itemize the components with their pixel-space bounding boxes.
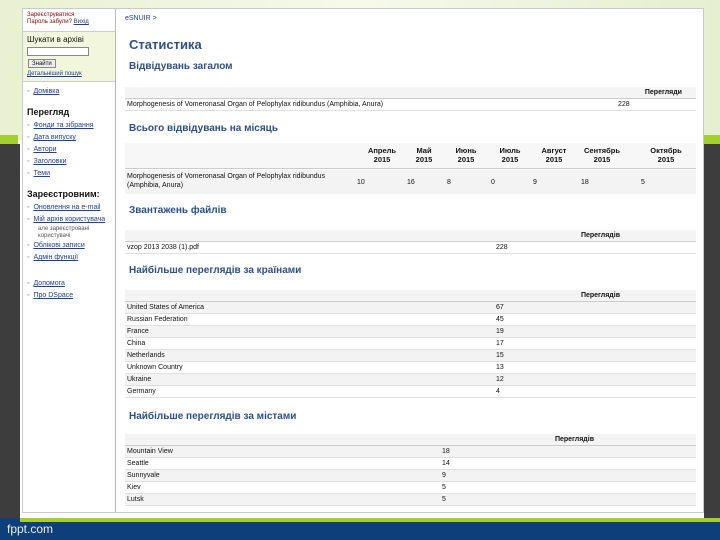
table-row: [125, 314, 696, 326]
file-name: vzop 2013 2038 (1).pdf: [127, 244, 199, 251]
month-value: 10: [357, 179, 365, 186]
bullet-icon: ◦: [27, 134, 30, 141]
sidebar-item-admin[interactable]: [23, 252, 115, 264]
country-name: Unknown Country: [127, 364, 183, 371]
sidebar-item-date[interactable]: [23, 132, 115, 144]
sidebar-item-titles[interactable]: [23, 156, 115, 168]
sidebar-item-label[interactable]: Облікові записи: [33, 242, 85, 249]
country-count: 67: [496, 304, 504, 311]
sidebar-header: [23, 9, 115, 29]
logout-link[interactable]: Вихід: [73, 19, 89, 25]
country-name: France: [127, 328, 149, 335]
section-title-countries: Найбільше переглядів за країнами: [129, 265, 302, 276]
browse-section-title: Перегляд: [27, 107, 70, 117]
table-row: [125, 170, 696, 194]
search-label: Шукати в архіві: [27, 35, 84, 44]
sidebar-item-email-updates[interactable]: [23, 202, 115, 214]
month-header: Май 2015: [415, 146, 433, 164]
table-row: [125, 374, 696, 386]
table-row: [125, 446, 696, 458]
country-name: United States of America: [127, 304, 205, 311]
bullet-icon: ◦: [27, 204, 30, 211]
slide-side-left: [0, 144, 20, 518]
sidebar-header-line2: Пароль забули?: [27, 19, 72, 25]
table-row: [125, 326, 696, 338]
table-row: [125, 458, 696, 470]
month-value: 5: [641, 179, 645, 186]
country-name: Germany: [127, 388, 156, 395]
country-name: China: [127, 340, 146, 347]
city-count: 5: [442, 496, 446, 503]
table-row: [125, 494, 696, 506]
countries-table: [125, 290, 696, 398]
bullet-icon: ◦: [27, 158, 30, 165]
item-title: Morphogenesis of Vomeronasal Organ of Pelophylax ridibundus (Amphibia, Anura): [127, 173, 326, 189]
country-count: 12: [496, 376, 504, 383]
search-button[interactable]: Знайти: [28, 59, 56, 68]
sidebar-item-label[interactable]: Фонди та зібрання: [33, 122, 94, 129]
country-count: 13: [496, 364, 504, 371]
sidebar-item-subjects[interactable]: [23, 168, 115, 180]
month-value: 18: [581, 179, 589, 186]
month-header: Август 2015: [541, 146, 567, 164]
breadcrumb[interactable]: eSNUIR >: [125, 15, 157, 22]
sidebar-item-home[interactable]: [23, 86, 115, 98]
month-header-row: [125, 143, 696, 169]
bullet-icon: ◦: [27, 146, 30, 153]
table-row: [125, 350, 696, 362]
registered-section-title: Зареєстровним:: [27, 189, 100, 199]
sidebar-item-label[interactable]: Допомога: [33, 280, 65, 287]
cities-table: [125, 434, 696, 506]
table-row: [125, 482, 696, 494]
sidebar-item-authors[interactable]: [23, 144, 115, 156]
country-name: Ukraine: [127, 376, 152, 383]
month-header: Июль 2015: [499, 146, 521, 164]
registered-note: але зареєстровані користувачі: [38, 226, 90, 239]
section-title-cities: Найбільше переглядів за містами: [129, 411, 297, 422]
table-header: Переглядів: [125, 434, 696, 446]
country-count: 17: [496, 340, 504, 347]
sidebar-header-line1: Зареєструватися: [27, 12, 75, 18]
table-header: Переглядів: [125, 230, 696, 242]
accent-bar-right: [704, 135, 720, 144]
city-count: 5: [442, 484, 446, 491]
bullet-icon: ◦: [27, 170, 30, 177]
visit-count: 228: [618, 101, 630, 108]
bullet-icon: ◦: [27, 292, 30, 299]
advanced-search-link[interactable]: Детальніший пошук: [27, 71, 82, 77]
table-row: [125, 338, 696, 350]
table-row: [125, 386, 696, 398]
sidebar-item-collections[interactable]: [23, 120, 115, 132]
city-count: 9: [442, 472, 446, 479]
country-name: Netherlands: [127, 352, 165, 359]
sidebar-item-label[interactable]: Адмін функції: [33, 254, 79, 261]
country-count: 19: [496, 328, 504, 335]
sidebar-item-label[interactable]: Дата випуску: [33, 134, 76, 141]
bullet-icon: ◦: [27, 254, 30, 261]
monthly-visits-table: [125, 143, 696, 195]
sidebar-item-label[interactable]: Теми: [33, 170, 50, 177]
search-input[interactable]: [27, 47, 89, 56]
month-header: Октябрь 2015: [650, 146, 682, 164]
screenshot-page: [22, 8, 704, 513]
month-header: Июнь 2015: [455, 146, 477, 164]
table-row: [125, 362, 696, 374]
sidebar-item-account[interactable]: [23, 240, 115, 252]
country-count: 4: [496, 388, 500, 395]
city-name: Lutsk: [127, 496, 144, 503]
month-value: 16: [407, 179, 415, 186]
table-row: [125, 242, 696, 254]
sidebar-item-about[interactable]: [23, 290, 115, 302]
footer-brand: fppt.com: [7, 522, 54, 536]
section-title-downloads: Звантажень файлів: [129, 205, 227, 216]
section-title-total: Відвідувань загалом: [129, 61, 233, 72]
bullet-icon: ◦: [27, 242, 30, 249]
sidebar: [23, 9, 116, 513]
section-title-monthly: Всього відвідувань на місяць: [129, 123, 278, 134]
footer-accent-line: [20, 518, 720, 522]
sidebar-item-label[interactable]: Оновлення на e-mail: [33, 204, 101, 211]
city-name: Seattle: [127, 460, 149, 467]
bullet-icon: ◦: [27, 216, 30, 223]
month-value: 8: [447, 179, 451, 186]
bullet-icon: ◦: [27, 88, 30, 95]
search-box: [23, 31, 115, 82]
page-title: Статистика: [129, 37, 202, 52]
slide-side-right: [704, 144, 720, 518]
sidebar-item-label[interactable]: Автори: [33, 146, 57, 153]
city-count: 18: [442, 448, 450, 455]
city-name: Sunnyvale: [127, 472, 160, 479]
sidebar-item-label[interactable]: Мій архів користувача: [33, 216, 106, 223]
bullet-icon: ◦: [27, 122, 30, 129]
sidebar-item-my-archive[interactable]: [23, 214, 115, 226]
main-content: [123, 9, 703, 513]
table-row: [125, 470, 696, 482]
bullet-icon: ◦: [27, 280, 30, 287]
country-count: 45: [496, 316, 504, 323]
sidebar-item-label[interactable]: Домівка: [33, 88, 60, 95]
table-header: Перегляди: [125, 87, 696, 99]
table-body: [125, 446, 696, 506]
city-name: Mountain View: [127, 448, 173, 455]
month-value: 9: [533, 179, 537, 186]
table-row: [125, 99, 696, 111]
download-count: 228: [496, 244, 508, 251]
sidebar-item-label[interactable]: Заголовки: [33, 158, 67, 165]
table-row: [125, 302, 696, 314]
accent-bar-left: [0, 135, 18, 144]
month-header: Сентябрь 2015: [584, 146, 620, 164]
slide-footer: [0, 518, 720, 540]
country-name: Russian Federation: [127, 316, 188, 323]
table-header: Переглядів: [125, 290, 696, 302]
downloads-table: [125, 230, 696, 254]
table-body: [125, 302, 696, 398]
month-header: Апрель 2015: [367, 146, 397, 164]
month-value: 0: [491, 179, 495, 186]
city-count: 14: [442, 460, 450, 467]
city-name: Kiev: [127, 484, 141, 491]
total-visits-table: [125, 87, 696, 111]
sidebar-item-help[interactable]: [23, 278, 115, 290]
item-title: Morphogenesis of Vomeronasal Organ of Pelophylax ridibundus (Amphibia, Anura): [127, 101, 384, 108]
country-count: 15: [496, 352, 504, 359]
sidebar-item-label[interactable]: Про DSpace: [33, 292, 74, 299]
